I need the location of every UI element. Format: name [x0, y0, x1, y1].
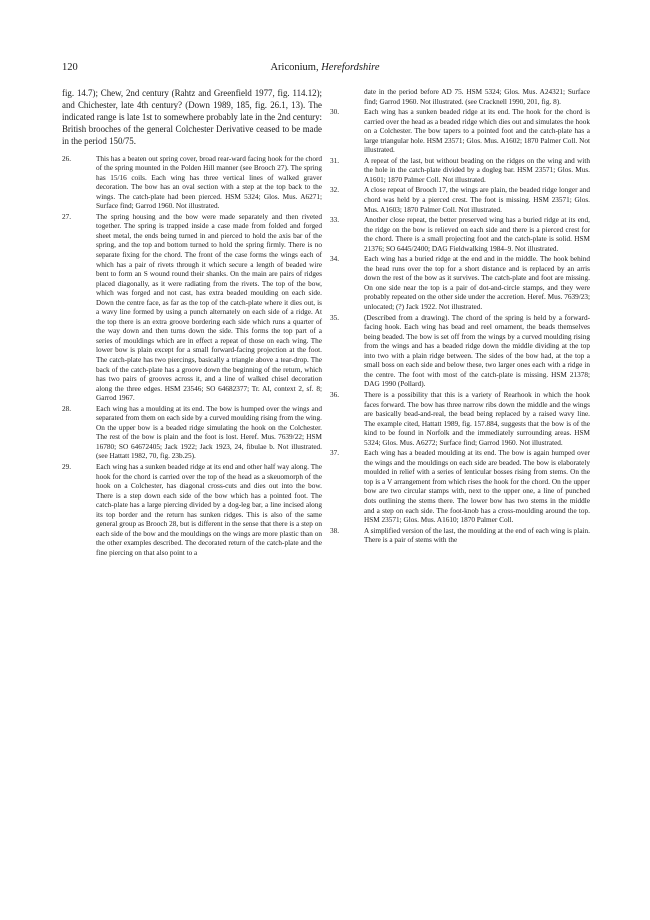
- running-title-county: Herefordshire: [321, 62, 380, 73]
- running-title-place: Ariconium,: [270, 62, 319, 73]
- catalogue-entry: [330, 449, 590, 525]
- catalogue-entry: [330, 527, 590, 546]
- entry-text: There is a possibility that this is a variety of Rearhook in which the hook faces forward. The bow has three narrow ribs down the middle and the wings are basically bead-and-real, the bead being replaced by a raised wavy line. The example cited, Hattatt 1989, fig. 157.884, suggests that the bow is of the kind to be found in Norfolk and the immediately surrounding areas. HSM 5324; Glos. Mus. A6272; Surface find; Garrod 1960. Not illustrated.: [364, 390, 590, 447]
- catalogue-entry: [330, 255, 590, 312]
- right-column: [330, 88, 590, 547]
- entry-number: 28.: [62, 404, 72, 413]
- entry-number: 35.: [330, 313, 340, 322]
- entry-number: 32.: [330, 186, 340, 195]
- catalogue-entry-continued: [330, 88, 590, 107]
- entry-number: 30.: [330, 108, 340, 117]
- entry-text: This has a beaten out spring cover, broad rear-ward facing hook for the chord of the spring mounted in the Polden Hill manner (see Brooch 27). The spring has 15/16 coils. Each wing has three vertical lines of walked graver decoration. The bow has an oval section with a step at the top back to the wings. The catch-plate had been pierced. HSM 5324; Glos. Mus. A6271; Surface find; Garrod 1960. Not illustrated.: [96, 154, 322, 211]
- entry-number: 29.: [62, 463, 72, 472]
- catalogue-entry: [330, 157, 590, 186]
- entry-text: Each wing has a sunken beaded ridge at its end and other half way along. The hook for the chord is carried over the top of the head as a skeuomorph of the hook on a Colchester, has diagonal cross-cuts and dies out into the bow. There is a step down each side of the bow which has a pointed foot. The catch-plate has a large piercing divided by a dog-leg bar, a line incised along its top border and the return has sunken ridges. This is also of the same general group as Brooch 28, but is different in the sense that there is a step on each side of the bow and the mouldings on the wings are more plastic than on the other examples described. The decorated return of the catch-plate and the fine piercing on that also point to a: [96, 463, 322, 557]
- left-column: [62, 88, 322, 560]
- entry-number: 38.: [330, 526, 340, 535]
- catalogue-entry: [330, 216, 590, 254]
- catalogue-entry: [62, 405, 322, 462]
- entry-text: Another close repeat, the better preserved wing has a buried ridge at its end, the ridge on the bow is relieved on each side and there is a pierced crest for the chord. There is a small projecting foot and the catch-plate is solid. HSM 21376; SO 6445/2400; DAG Fieldwalking 1984–9. Not illustrated.: [364, 216, 590, 253]
- entry-number: 33.: [330, 216, 340, 225]
- entry-text: Each wing has a moulding at its end. The bow is humped over the wings and separated from them on each side by a curved moulding rising from the wing. On the upper bow is a beaded ridge simulating the hook on the Colchester. The rest of the bow is plain and the foot is lost. Heref. Mus. 7639/22; HSM 16780; SO 64672405; Jack 1922; Jack 1923, 24, fibulae b. Not illustrated. (see Hattatt 1982, 70, fig. 23b.25).: [96, 404, 322, 461]
- entry-number: 37.: [330, 449, 340, 458]
- entry-number: 31.: [330, 156, 340, 165]
- entry-number: 36.: [330, 390, 340, 399]
- catalogue-entry: [330, 391, 590, 448]
- entry-number: 34.: [330, 255, 340, 264]
- catalogue-entry: [62, 463, 322, 558]
- entry-number: 27.: [62, 212, 72, 221]
- catalogue-entry: [62, 213, 322, 404]
- entry-number: 26.: [62, 154, 72, 163]
- entry-text: (Described from a drawing). The chord of the spring is held by a forward-facing hook. Each wing has bead and reel ornament, the beads themselves being beaded. The bow is set off from the wings by a curved moulding rising from the wings and has a beaded ridge down the middle dividing at the top into two with a plain ridge between. The sides of the bow had, at the top a small boss on each side and below these, two larger ones each with a ridge in the centre. The foot with most of the catch-plate is missing. HSM 21378; DAG 1990 (Pollard).: [364, 313, 590, 389]
- catalogue-entry: [330, 314, 590, 390]
- page-number: 120: [62, 62, 78, 73]
- entry-text: Each wing has a buried ridge at the end and in the middle. The hook behind the head runs over the top for a short distance and is replaced by an arris down the rest of the bow as it survives. The catch-plate and foot are missing. On one side near the top is a pair of dot-and-circle stamps, and they were probably repeated on the other side under the accretion. Heref. Mus. 7639/23; unlocated; (?) Jack 1922. Not illustrated.: [364, 255, 590, 312]
- entry-text: Each wing has a beaded moulding at its end. The bow is again humped over the wings and the mouldings on each side are beaded. The bow is elaborately moulded in relief with a series of lenticular bosses rising from stems. On the top is a V arrangement from which rises the hook for the chord. On the upper bow are two circular stamps with, next to the upper one, a line of punched dots outlining the stems there. The lower bow has two stems in the middle and a step on each side. The foot-knob has a cross-moulding around the top. HSM 23571; Glos. Mus. A1610; 1870 Palmer Coll.: [364, 449, 590, 525]
- intro-paragraph: fig. 14.7); Chew, 2nd century (Rahtz and Greenfield 1977, fig. 114.12); and Chichester, late 4th century? (Down 1989, 185, fig. 26.1, 13). The indicated range is late 1st to somewhere probably late in the 2nd century: British brooches of the general Colchester Derivative ceased to be made in the period 150/75.: [62, 88, 322, 146]
- catalogue-entry: [330, 186, 590, 215]
- entry-text: date in the period before AD 75. HSM 5324; Glos. Mus. A24321; Surface find; Garrod 1960. Not illustrated. (see Cracknell 1990, 201, fig. 8).: [364, 88, 590, 106]
- entry-text: A repeat of the last, but without beading on the ridges on the wing and with the hole in the catch-plate divided by a dogleg bar. HSM 23571; Glos. Mus. A1601; 1870 Palmer Coll. Not illustrated.: [364, 156, 590, 184]
- entry-text: Each wing has a sunken beaded ridge at its end. The hook for the chord is carried over the head as a beaded ridge which dies out and simulates the hook on a Colchester. The bow tapers to a pointed foot and the catch-plate has a large triangular hole. HSM 23571; Glos. Mus. A1602; 1870 Palmer Coll. Not illustrated.: [364, 108, 590, 155]
- entry-text: A close repeat of Brooch 17, the wings are plain, the beaded ridge longer and chord was held by a pierced crest. The foot is missing. HSM 23571; Glos. Mus. A1603; 1870 Palmer Coll. Not illustrated.: [364, 186, 590, 214]
- entry-text: A simplified version of the last, the moulding at the end of each wing is plain. There is a pair of stems with the: [364, 526, 590, 545]
- catalogue-entry: [330, 108, 590, 156]
- running-title: [62, 62, 588, 73]
- entry-text: The spring housing and the bow were made separately and then riveted together. The spring is trapped inside a case made from folded and forged sheet metal, the ends being turned in and pierced to hold the axis bar of the spring, and the top and bottom turned to hold the spring firmly. There is no separate fixing for the chord. The front of the case forms the wings each of which has a pair of rivets through it which secure a length of beaded wire bent to form an S wound round their shanks. On the main are pairs of ridges placed diagonally, as it were radiating from the rivets. The top of the bow, which was forged and not cast, has extra beaded moulding on each side. Down the centre face, as far as the top of the catch-plate where it dies out, is a wavy line formed by using a punch alternately on each side of a ridge. At the top there is an extra groove bordering each side which runs a quarter of the way down and then turns down the side. This forms the top part of a series of mouldings which are in effect a repeat of those on each wing. The lower bow is plain except for a small forward-facing projection at the foot. The catch-plate has two piercings, basically a triangle above a tear-drop. The back of the catch-plate has a groove down the beginning of the return, which has two pairs of grooves across it, and a line of walked chisel decoration along the three edges. HSM 23546; SO 64682377; Tr. AI, context 2, sf. 8; Garrod 1967.: [96, 212, 322, 403]
- running-header: [62, 62, 588, 76]
- catalogue-entry: [62, 155, 322, 212]
- entry-number: [330, 88, 364, 107]
